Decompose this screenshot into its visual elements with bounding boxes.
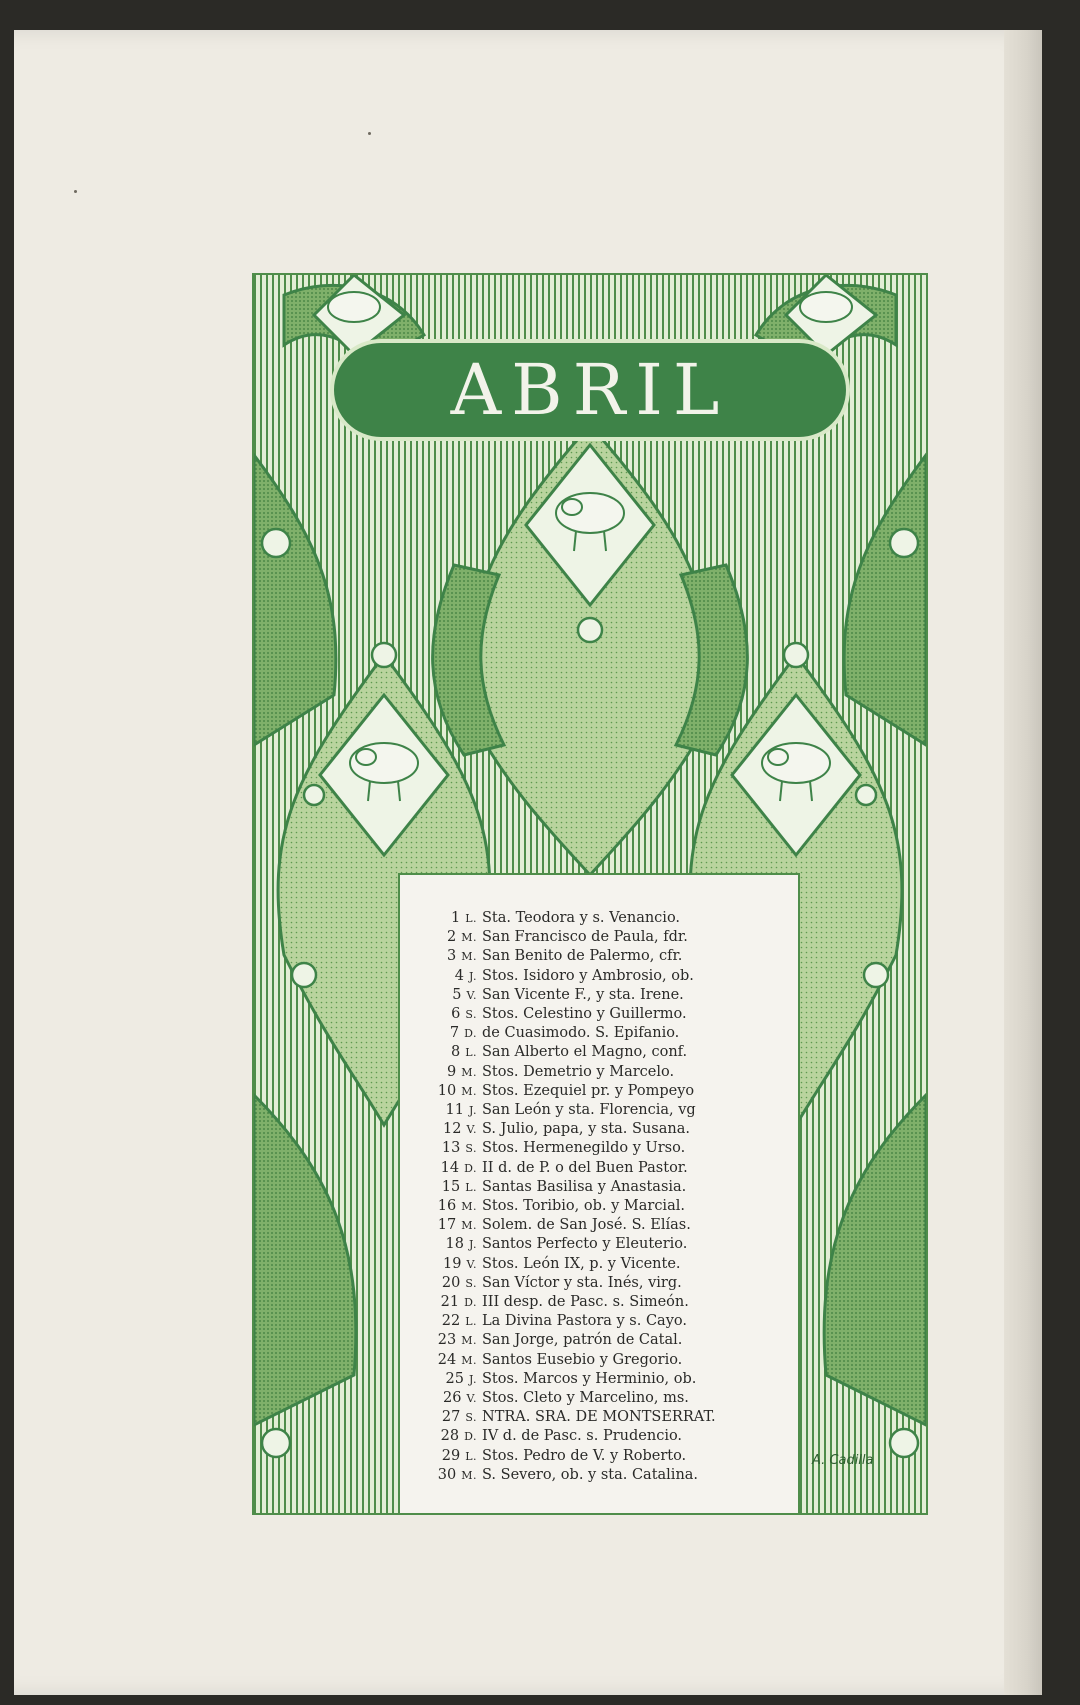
calendar-weekday: L.: [465, 1180, 477, 1194]
calendar-saint-entry: NTRA. SRA. DE MONTSERRAT.: [482, 1409, 716, 1426]
calendar-weekday: J.: [468, 1238, 477, 1252]
calendar-saint-entry: San Vicente F., y sta. Irene.: [482, 986, 684, 1003]
calendar-day-number: 16: [437, 1198, 457, 1215]
calendar-weekday: M.: [461, 1200, 477, 1214]
calendar-weekday: M.: [461, 1334, 477, 1348]
calendar-row: [400, 1466, 770, 1485]
calendar-row: [400, 928, 770, 947]
calendar-row: [400, 1312, 770, 1331]
calendar-row: [400, 1063, 770, 1082]
page-edge: [1004, 30, 1042, 1695]
calendar-day-number: 15: [441, 1178, 461, 1195]
book-page: [14, 30, 1042, 1695]
calendar-weekday: M.: [461, 1084, 477, 1098]
calendar-saint-entry: Stos. Ezequiel pr. y Pompeyo: [482, 1082, 695, 1099]
calendar-row: [400, 1255, 770, 1274]
calendar-weekday: D.: [464, 1161, 477, 1175]
calendar-saint-entry: San Alberto el Magno, conf.: [482, 1044, 688, 1061]
calendar-row: [400, 1331, 770, 1350]
calendar-saint-entry: Stos. Hermenegildo y Urso.: [482, 1140, 686, 1157]
calendar-day-number: 5: [452, 986, 462, 1003]
calendar-saint-entry: Stos. Marcos y Herminio, ob.: [482, 1370, 697, 1387]
calendar-weekday: S.: [465, 1411, 477, 1425]
calendar-weekday: S.: [465, 1008, 477, 1022]
calendar-weekday: L.: [465, 1315, 477, 1329]
calendar-saint-entry: Stos. Isidoro y Ambrosio, ob.: [482, 967, 694, 984]
calendar-saint-entry: San León y sta. Florencia, vg: [482, 1102, 696, 1119]
calendar-day-number: 25: [445, 1370, 464, 1387]
calendar-day-number: 23: [437, 1332, 457, 1349]
calendar-weekday: D.: [464, 1027, 477, 1041]
calendar-day-number: 11: [445, 1102, 464, 1119]
ornamental-plate: [252, 273, 928, 1515]
calendar-weekday: M.: [461, 931, 477, 945]
calendar-weekday: V.: [466, 1257, 477, 1271]
calendar-row: [400, 1120, 770, 1139]
calendar-row: [400, 1274, 770, 1293]
calendar-weekday: M.: [461, 1353, 477, 1367]
calendar-row: [400, 1024, 770, 1043]
calendar-day-number: 18: [445, 1236, 464, 1253]
calendar-row: [400, 967, 770, 986]
calendar-day-number: 14: [440, 1159, 460, 1176]
calendar-row: [400, 986, 770, 1005]
calendar-saint-entry: IV d. de Pasc. s. Prudencio.: [482, 1428, 683, 1445]
calendar-day-number: 29: [441, 1447, 461, 1464]
calendar-weekday: J.: [468, 1104, 477, 1118]
calendar-saint-entry: San Víctor y sta. Inés, virg.: [482, 1274, 682, 1291]
calendar-row: [400, 1389, 770, 1408]
calendar-day-number: 30: [437, 1466, 457, 1483]
calendar-day-number: 28: [440, 1428, 460, 1445]
calendar-day-number: 7: [449, 1025, 460, 1042]
calendar-day-number: 3: [447, 948, 457, 965]
calendar-row: [400, 1427, 770, 1446]
calendar-day-number: 19: [443, 1255, 462, 1272]
calendar-saint-entry: III desp. de Pasc. s. Simeón.: [482, 1294, 689, 1311]
calendar-row: [400, 1159, 770, 1178]
calendar-row: [400, 1139, 770, 1158]
month-banner: [334, 343, 846, 437]
calendar-row: [400, 1370, 770, 1389]
calendar-weekday: J.: [468, 969, 477, 983]
calendar-saint-entry: Stos. León IX, p. y Vicente.: [482, 1255, 681, 1272]
calendar-saint-entry: Santos Eusebio y Gregorio.: [482, 1351, 683, 1368]
calendar-saint-entry: Stos. Demetrio y Marcelo.: [482, 1063, 675, 1080]
calendar-weekday: L.: [465, 1449, 477, 1463]
calendar-weekday: M.: [461, 1219, 477, 1233]
calendar-row: [400, 1408, 770, 1427]
calendar-saint-entry: San Francisco de Paula, fdr.: [482, 929, 688, 946]
calendar-weekday: S.: [465, 1142, 477, 1156]
calendar-saint-entry: Stos. Celestino y Guillermo.: [482, 1006, 687, 1023]
calendar-weekday: J.: [468, 1372, 477, 1386]
calendar-saint-entry: Santas Basilisa y Anastasia.: [482, 1178, 687, 1195]
calendar-row: [400, 1351, 770, 1370]
calendar-weekday: D.: [464, 1296, 477, 1310]
calendar-saint-entry: Santos Perfecto y Eleuterio.: [482, 1236, 688, 1253]
calendar-saint-entry: Stos. Cleto y Marcelino, ms.: [482, 1390, 689, 1407]
calendar-saint-entry: Solem. de San José. S. Elías.: [482, 1217, 691, 1234]
calendar-row: [400, 1101, 770, 1120]
calendar-panel: [398, 873, 800, 1515]
calendar-saint-entry: Sta. Teodora y s. Venancio.: [482, 910, 681, 926]
calendar-day-number: 1: [450, 910, 461, 926]
calendar-day-number: 26: [443, 1390, 462, 1407]
calendar-weekday: M.: [461, 1065, 477, 1079]
calendar-weekday: M.: [461, 950, 477, 964]
calendar-day-number: 13: [441, 1140, 461, 1157]
calendar-row: [400, 1293, 770, 1312]
calendar-day-number: 12: [443, 1121, 462, 1138]
calendar-weekday: V.: [466, 1123, 477, 1137]
calendar-weekday: L.: [465, 1046, 477, 1060]
calendar-day-number: 24: [437, 1351, 457, 1368]
calendar-saint-entry: de Cuasimodo. S. Epifanio.: [482, 1025, 680, 1042]
calendar-day-number: 2: [447, 929, 457, 946]
calendar-day-number: 27: [441, 1409, 461, 1426]
calendar-weekday: D.: [464, 1430, 477, 1444]
calendar-row: [400, 1447, 770, 1466]
calendar-day-number: 17: [437, 1217, 457, 1234]
calendar-day-number: 4: [454, 967, 464, 984]
calendar-saint-entry: San Benito de Palermo, cfr.: [482, 948, 683, 965]
calendar-row: [400, 947, 770, 966]
calendar-day-number: 8: [450, 1044, 461, 1061]
calendar-weekday: V.: [466, 988, 477, 1002]
calendar-row: [400, 1178, 770, 1197]
calendar-day-number: 22: [441, 1313, 461, 1330]
calendar-list: [400, 875, 798, 1485]
calendar-row: [400, 1005, 770, 1024]
month-title: ABRIL: [450, 349, 730, 431]
calendar-weekday: M.: [461, 1468, 477, 1482]
calendar-saint-entry: S. Severo, ob. y sta. Catalina.: [482, 1466, 699, 1483]
calendar-day-number: 9: [447, 1063, 457, 1080]
calendar-saint-entry: II d. de P. o del Buen Pastor.: [482, 1159, 688, 1176]
calendar-saint-entry: San Jorge, patrón de Catal.: [482, 1332, 683, 1349]
artist-signature: A. Cadilla: [812, 1453, 874, 1468]
calendar-row: [400, 1216, 770, 1235]
calendar-row: [400, 1082, 770, 1101]
calendar-weekday: V.: [466, 1392, 477, 1406]
calendar-row: [400, 1197, 770, 1216]
paper-speck: [368, 132, 371, 135]
calendar-saint-entry: La Divina Pastora y s. Cayo.: [482, 1313, 687, 1330]
calendar-saint-entry: Stos. Toribio, ob. y Marcial.: [482, 1198, 685, 1215]
calendar-day-number: 21: [440, 1294, 460, 1311]
calendar-row: [400, 1043, 770, 1062]
calendar-day-number: 10: [437, 1082, 457, 1099]
calendar-row: [400, 1235, 770, 1254]
calendar-day-number: 6: [451, 1006, 461, 1023]
calendar-row: [400, 909, 770, 928]
calendar-weekday: S.: [465, 1276, 477, 1290]
calendar-day-number: 20: [441, 1274, 461, 1291]
calendar-weekday: L.: [465, 912, 477, 925]
calendar-saint-entry: Stos. Pedro de V. y Roberto.: [482, 1447, 687, 1464]
calendar-saint-entry: S. Julio, papa, y sta. Susana.: [482, 1121, 690, 1138]
paper-speck: [74, 190, 77, 193]
